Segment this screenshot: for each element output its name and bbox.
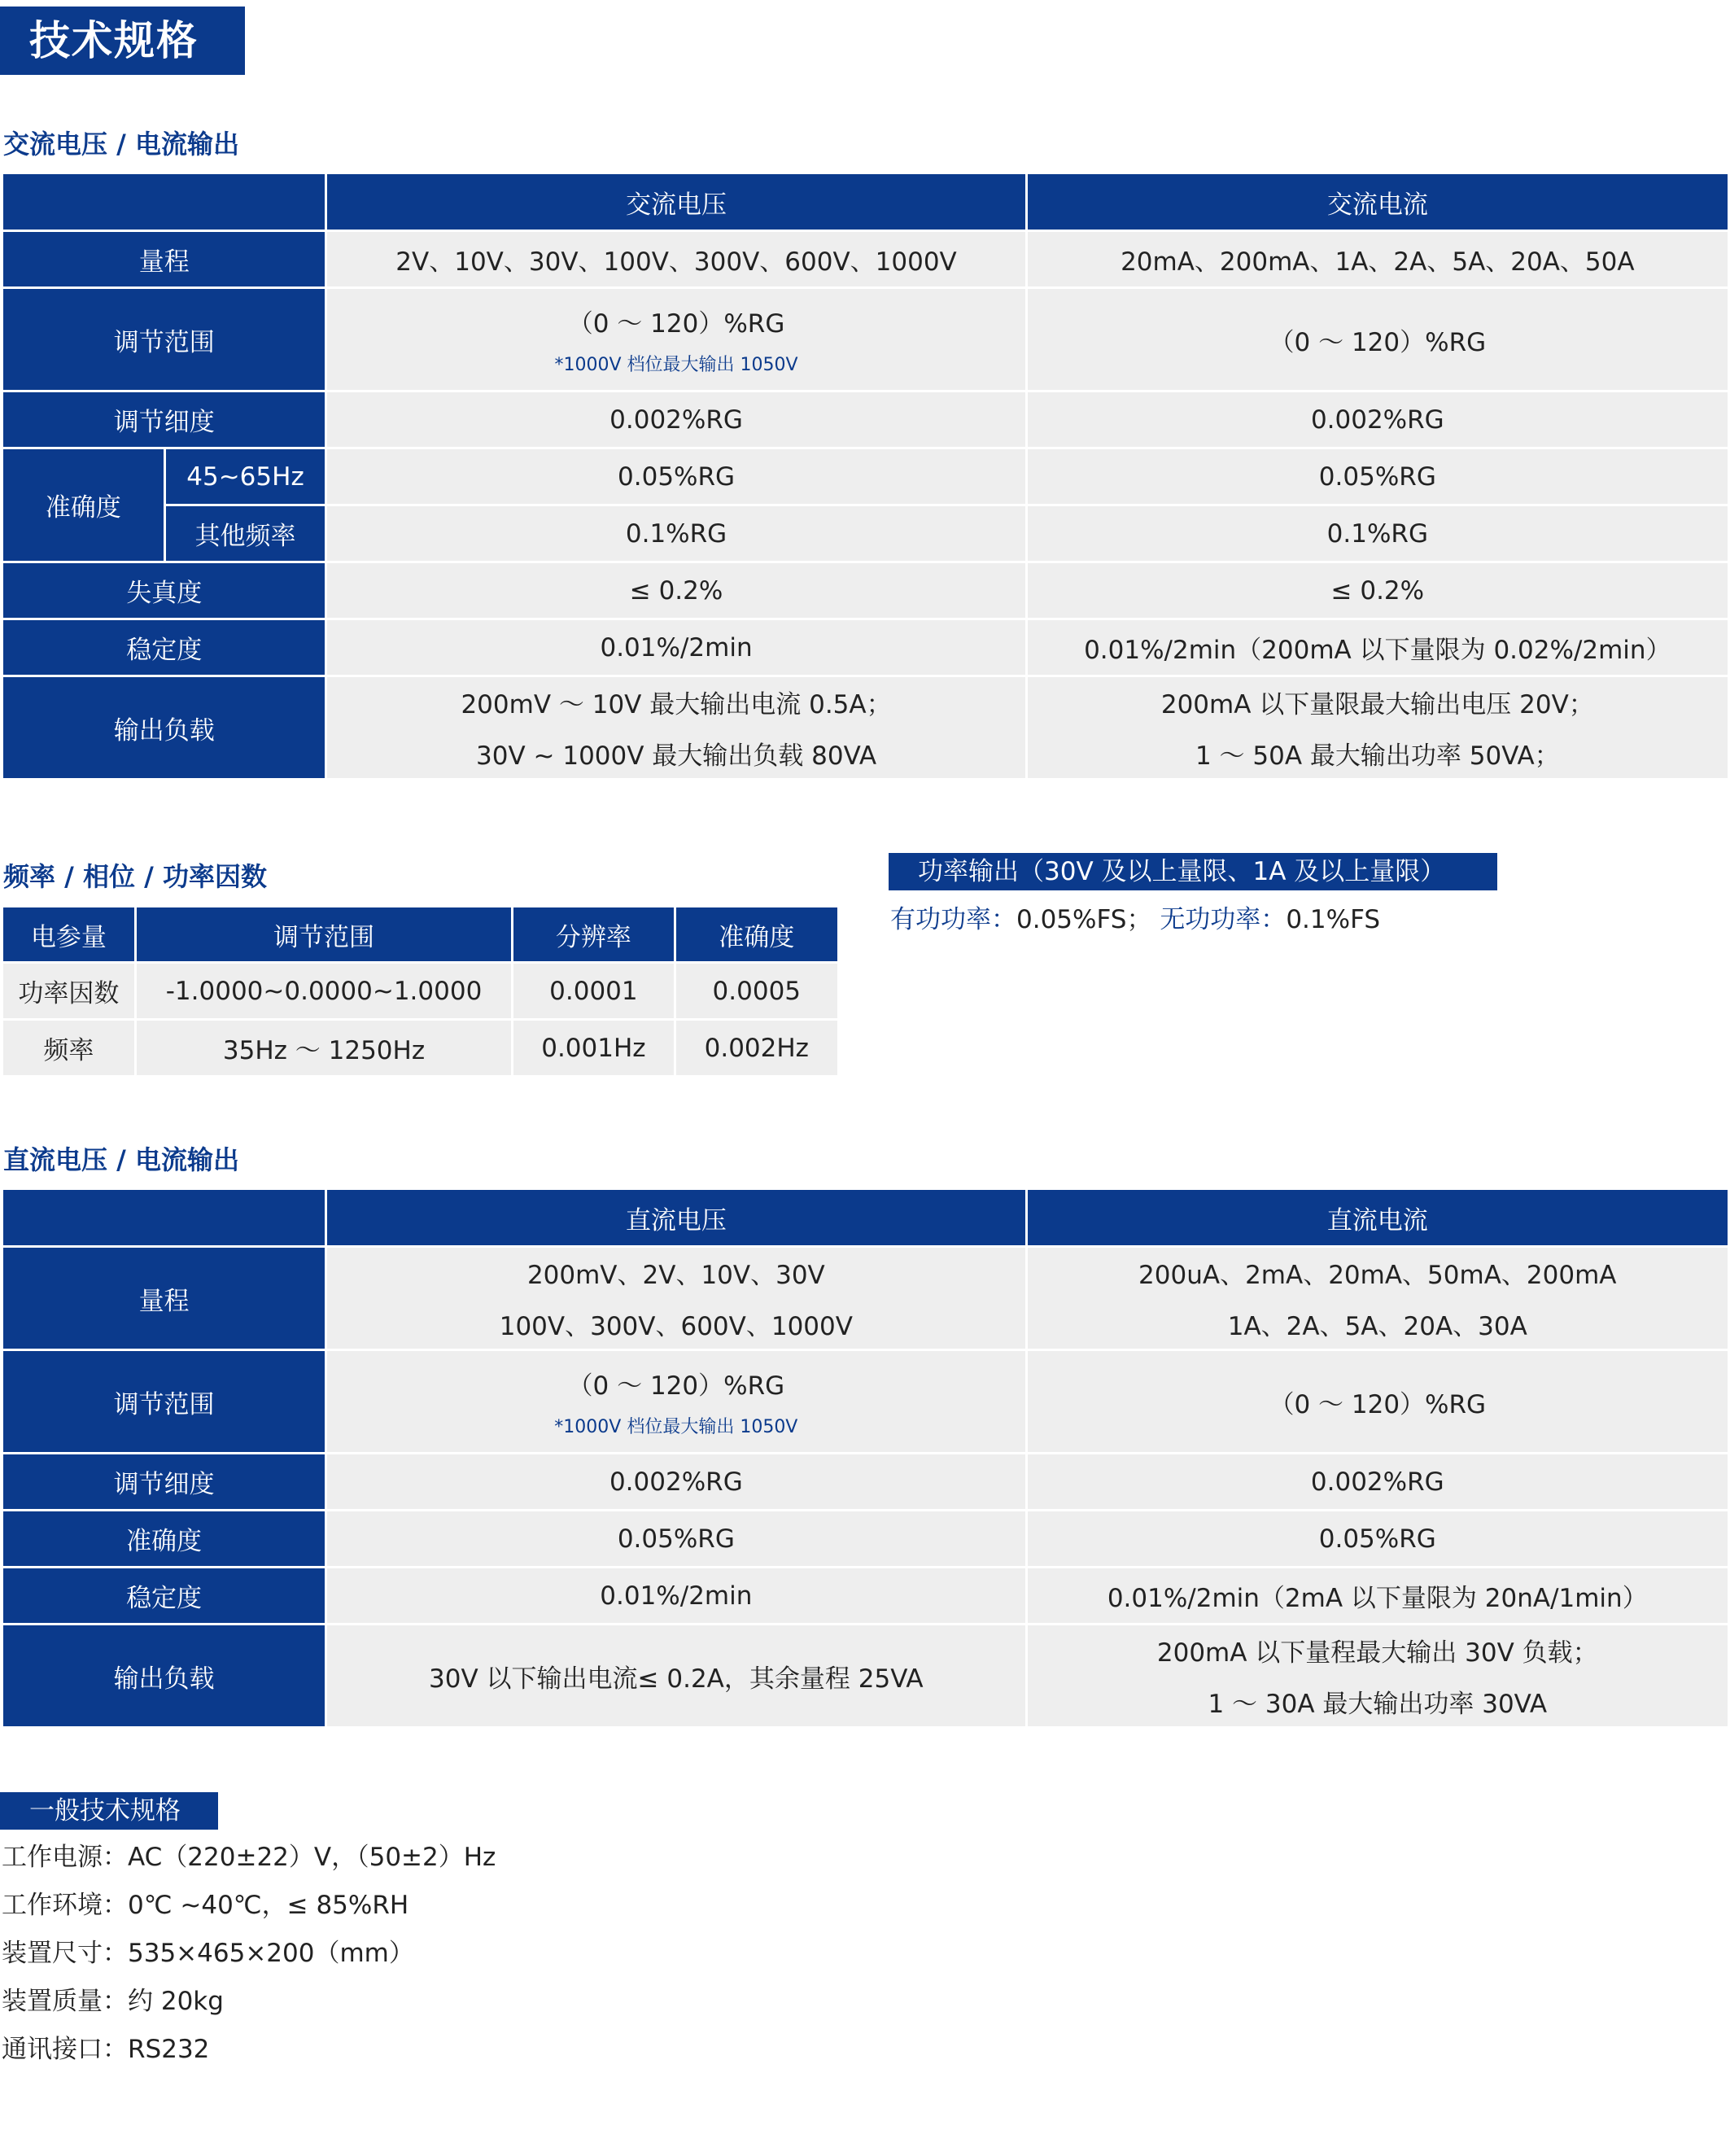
- ac-stability-current: 0.01%/2min（200mA 以下量限为 0.02%/2min）: [1028, 620, 1728, 675]
- reactive-power-label: 无功功率：: [1160, 905, 1287, 934]
- dc-fine-voltage: 0.002%RG: [327, 1454, 1024, 1509]
- page-title: 技术规格: [0, 7, 245, 75]
- general-item-size: 装置尺寸：535×465×200（mm）: [2, 1939, 414, 1968]
- ac-range-current: 20mA、200mA、1A、2A、5A、20A、50A: [1028, 232, 1728, 286]
- dc-adjust-current: （0 ～ 120）%RG: [1028, 1351, 1728, 1452]
- dc-load-current-line2: 1 ～ 30A 最大输出功率 30VA: [1208, 1690, 1548, 1719]
- ac-range-voltage: 2V、10V、30V、100V、300V、600V、1000V: [327, 232, 1024, 286]
- ac-stability-voltage: 0.01%/2min: [327, 620, 1024, 675]
- ac-fine-voltage: 0.002%RG: [327, 392, 1024, 447]
- ac-distortion-label: 失真度: [3, 563, 325, 618]
- ac-fine-label: 调节细度: [3, 392, 325, 447]
- dc-fine-current: 0.002%RG: [1028, 1454, 1728, 1509]
- ac-range-label: 量程: [3, 232, 325, 286]
- ac-header-voltage: 交流电压: [327, 174, 1024, 230]
- power-accuracy-text: [890, 903, 1380, 936]
- dc-range-current-line2: 1A、2A、5A、20A、30A: [1227, 1312, 1527, 1341]
- dc-section-title: 直流电压 / 电流输出: [3, 1144, 239, 1175]
- dc-adjust-voltage-note: *1000V 档位最大输出 1050V: [554, 1417, 798, 1437]
- freq-row-pf-accuracy: 0.0005: [676, 964, 837, 1018]
- ac-adjust-voltage: （0 ～ 120）%RG: [567, 309, 785, 339]
- dc-stability-voltage: 0.01%/2min: [327, 1568, 1024, 1623]
- ac-accuracy-sub1-label: 45~65Hz: [166, 449, 325, 504]
- freq-section-title: 频率 / 相位 / 功率因数: [3, 861, 267, 892]
- dc-range-voltage-line2: 100V、300V、600V、1000V: [499, 1312, 853, 1341]
- dc-accuracy-current: 0.05%RG: [1028, 1511, 1728, 1566]
- dc-header-current: 直流电流: [1028, 1190, 1728, 1245]
- ac-load-label: 输出负载: [3, 677, 325, 778]
- ac-adjust-label: 调节范围: [3, 289, 325, 390]
- ac-accuracy-sub1-voltage: 0.05%RG: [327, 449, 1024, 504]
- dc-accuracy-label: 准确度: [3, 1511, 325, 1566]
- general-item-power: 工作电源：AC（220±22）V，（50±2）Hz: [2, 1843, 496, 1872]
- freq-table: [1, 905, 840, 1078]
- dc-accuracy-voltage: 0.05%RG: [327, 1511, 1024, 1566]
- ac-load-voltage-line1: 200mV ～ 10V 最大输出电流 0.5A；: [461, 690, 892, 719]
- ac-load-voltage-line2: 30V ~ 1000V 最大输出负载 80VA: [476, 741, 877, 771]
- ac-distortion-current: ≤ 0.2%: [1028, 563, 1728, 618]
- ac-load-current-line2: 1 ～ 50A 最大输出功率 50VA；: [1195, 741, 1560, 771]
- dc-load-current-line1: 200mA 以下量程最大输出 30V 负载；: [1156, 1638, 1598, 1668]
- freq-row-freq-resolution: 0.001Hz: [513, 1021, 673, 1075]
- freq-row-freq-param: 频率: [3, 1021, 134, 1075]
- dc-adjust-voltage-cell: [327, 1351, 1024, 1452]
- ac-section-title: 交流电压 / 电流输出: [3, 129, 239, 160]
- ac-accuracy-sub2-label: 其他频率: [166, 506, 325, 561]
- dc-range-voltage-line1: 200mV、2V、10V、30V: [526, 1261, 825, 1290]
- general-item-environment: 工作环境：0℃ ~40℃，≤ 85%RH: [2, 1891, 409, 1920]
- ac-load-voltage-cell: [327, 677, 1024, 778]
- dc-fine-label: 调节细度: [3, 1454, 325, 1509]
- dc-range-voltage-cell: [327, 1248, 1024, 1349]
- ac-load-current-line1: 200mA 以下量限最大输出电压 20V；: [1160, 690, 1594, 719]
- dc-stability-current: 0.01%/2min（2mA 以下量限为 20nA/1min）: [1028, 1568, 1728, 1623]
- general-section-title: 一般技术规格: [0, 1792, 218, 1830]
- dc-load-label: 输出负载: [3, 1625, 325, 1726]
- freq-row-pf-range: -1.0000~0.0000~1.0000: [137, 964, 511, 1018]
- dc-corner-cell: [3, 1190, 325, 1245]
- ac-fine-current: 0.002%RG: [1028, 392, 1728, 447]
- ac-corner-cell: [3, 174, 325, 230]
- ac-distortion-voltage: ≤ 0.2%: [327, 563, 1024, 618]
- ac-load-current-cell: [1028, 677, 1728, 778]
- ac-adjust-voltage-note: *1000V 档位最大输出 1050V: [554, 355, 798, 375]
- freq-header-accuracy: 准确度: [676, 907, 837, 961]
- freq-row-freq-range: 35Hz ～ 1250Hz: [137, 1021, 511, 1075]
- reactive-power-value: 0.1%FS: [1286, 905, 1381, 934]
- active-power-value: 0.05%FS；: [1016, 905, 1152, 934]
- dc-adjust-voltage: （0 ～ 120）%RG: [567, 1371, 785, 1401]
- power-section-title: 功率输出（30V 及以上量限、1A 及以上量限）: [889, 853, 1497, 890]
- ac-accuracy-label: 准确度: [3, 449, 164, 561]
- ac-accuracy-sub1-current: 0.05%RG: [1028, 449, 1728, 504]
- dc-adjust-label: 调节范围: [3, 1351, 325, 1452]
- dc-range-current-line1: 200uA、2mA、20mA、50mA、200mA: [1138, 1261, 1617, 1290]
- ac-accuracy-sub2-current: 0.1%RG: [1028, 506, 1728, 561]
- active-power-label: 有功功率：: [890, 905, 1016, 934]
- freq-row-pf-resolution: 0.0001: [513, 964, 673, 1018]
- freq-header-range: 调节范围: [137, 907, 511, 961]
- freq-header-param: 电参量: [3, 907, 134, 961]
- ac-spec-table: [1, 172, 1730, 781]
- dc-range-current-cell: [1028, 1248, 1728, 1349]
- ac-adjust-voltage-cell: [327, 289, 1024, 390]
- freq-row-freq-accuracy: 0.002Hz: [676, 1021, 837, 1075]
- dc-header-voltage: 直流电压: [327, 1190, 1024, 1245]
- freq-row-pf-param: 功率因数: [3, 964, 134, 1018]
- general-item-interface: 通讯接口：RS232: [2, 2035, 210, 2064]
- dc-spec-table: [1, 1187, 1730, 1729]
- dc-stability-label: 稳定度: [3, 1568, 325, 1623]
- ac-header-current: 交流电流: [1028, 174, 1728, 230]
- dc-range-label: 量程: [3, 1248, 325, 1349]
- freq-header-resolution: 分辨率: [513, 907, 673, 961]
- dc-load-current-cell: [1028, 1625, 1728, 1726]
- ac-stability-label: 稳定度: [3, 620, 325, 675]
- ac-accuracy-sub2-voltage: 0.1%RG: [327, 506, 1024, 561]
- dc-load-voltage: 30V 以下输出电流≤ 0.2A，其余量程 25VA: [327, 1625, 1024, 1726]
- ac-adjust-current: （0 ～ 120）%RG: [1028, 289, 1728, 390]
- general-item-weight: 装置质量：约 20kg: [2, 1987, 224, 2016]
